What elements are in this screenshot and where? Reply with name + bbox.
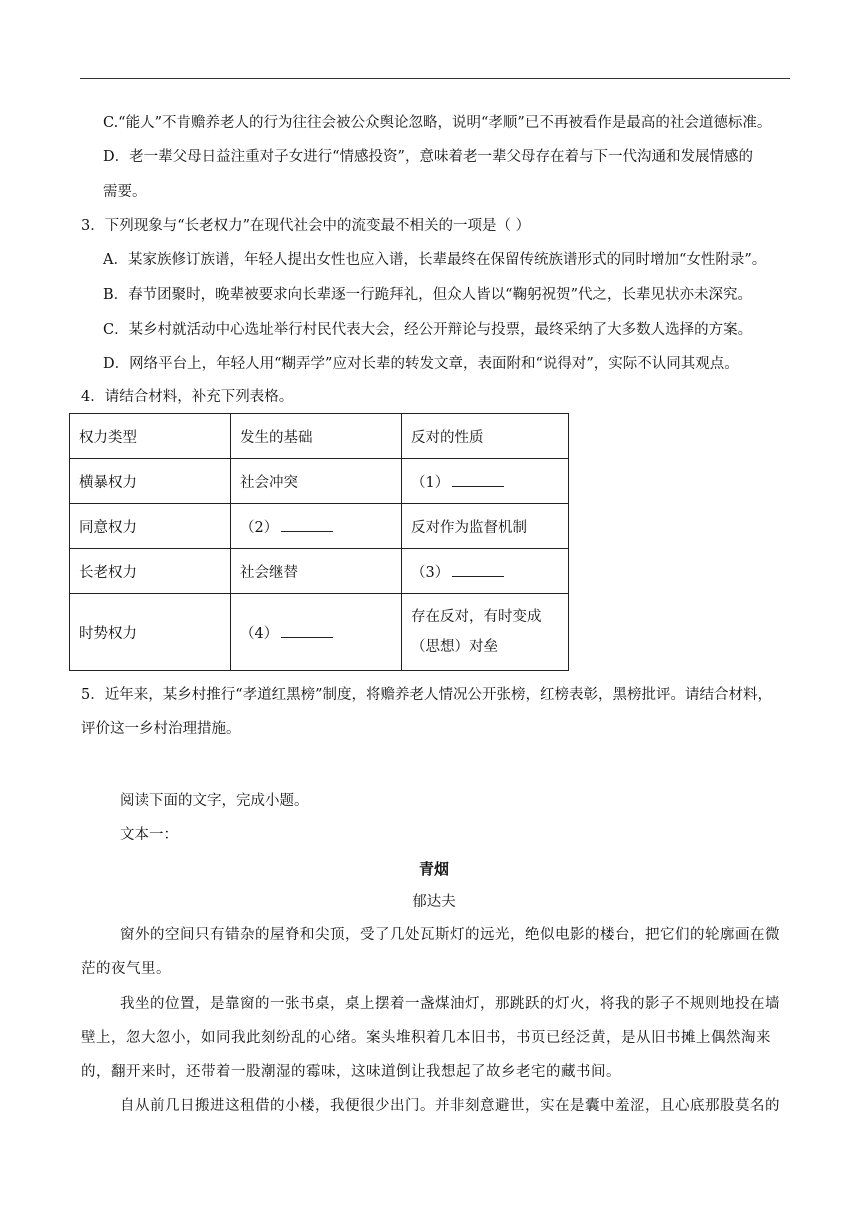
option-d-text-line2: 需要。	[103, 184, 147, 200]
fill-in-blank-line	[452, 564, 504, 577]
text-label: 文本一：	[120, 827, 178, 843]
table-cell: 社会冲突	[231, 459, 402, 504]
question-4-stem: 4．请结合材料，补充下列表格。	[81, 389, 294, 405]
cell-text-line: 存在反对，有时变成	[411, 609, 542, 625]
fill-in-blank-line	[452, 474, 504, 487]
table-row	[70, 594, 569, 671]
question-3-option-b: B．春节团聚时，晚辈被要求向长辈逐一行跪拜礼，但众人皆以“鞠躬祝贺”代之，长辈见状亦未深究。	[103, 287, 752, 303]
question-3-option-a: A．某家族修订族谱，年轻人提出女性也应入谱，长辈最终在保留传统族谱形式的同时增加“女性附录”。	[103, 252, 767, 268]
fill-in-blank-line	[281, 519, 333, 532]
header-rule	[80, 78, 790, 79]
table-header-cell: 发生的基础	[231, 414, 402, 459]
table-cell: 横暴权力	[70, 459, 231, 504]
reading-instruction: 阅读下面的文字，完成小题。	[120, 793, 309, 809]
table-header-cell: 反对的性质	[402, 414, 569, 459]
option-c-text: C.“能人”不肯赡养老人的行为往往会被公众舆论忽略，说明“孝顺”已不再被看作是最高的社会道德标准。	[103, 115, 772, 131]
table-cell: 时势权力	[70, 594, 231, 671]
option-d-text-line1: D．老一辈父母日益注重对子女进行“情感投资”，意味着老一辈父母存在着与下一代沟通和发展情感的	[103, 149, 753, 165]
passage-paragraph-2-line1: 我坐的位置，是靠窗的一张书桌，桌上摆着一盏煤油灯，那跳跃的灯火，将我的影子不规则地投在墙	[120, 996, 780, 1012]
table-header-cell: 权力类型	[70, 414, 231, 459]
table-row	[70, 504, 569, 549]
table-cell: 同意权力	[70, 504, 231, 549]
question-3-option-c: C．某乡村就活动中心选址举行村民代表大会，经公开辩论与投票，最终采纳了大多数人选择的方案。	[103, 322, 753, 338]
fill-in-blank-line	[281, 625, 333, 638]
question-5-line1: 5．近年来，某乡村推行“孝道红黑榜”制度，将赡养老人情况公开张榜，红榜表彰，黑榜批评。请结合材料，	[81, 687, 773, 703]
table-cell: 社会继替	[231, 549, 402, 594]
passage-author: 郁达夫	[412, 894, 456, 910]
table-cell-blank[interactable]	[231, 504, 402, 549]
passage-title: 青烟	[418, 860, 449, 878]
table-cell-blank[interactable]	[231, 594, 402, 671]
table-row	[70, 459, 569, 504]
cell-text-line: （思想）对垒	[411, 639, 498, 655]
table-cell: 反对作为监督机制	[402, 504, 569, 549]
question-5-line2: 评价这一乡村治理措施。	[81, 721, 241, 737]
passage-paragraph-1-line1: 窗外的空间只有错杂的屋脊和尖顶，受了几处瓦斯灯的远光，绝似电影的楼台，把它们的轮廓画在微	[120, 927, 780, 943]
passage-paragraph-2-line2: 壁上，忽大忽小，如同我此刻纷乱的心绪。案头堆积着几本旧书，书页已经泛黄，是从旧书摊上偶然淘来	[81, 1030, 771, 1046]
table-cell-blank[interactable]	[402, 459, 569, 504]
blank-label: （4）	[240, 625, 279, 642]
passage-paragraph-2-line3: 的，翻开来时，还带着一股潮湿的霉味，这味道倒让我想起了故乡老宅的藏书间。	[81, 1064, 621, 1080]
table-cell-blank[interactable]	[402, 549, 569, 594]
table-cell: 长老权力	[70, 549, 231, 594]
table-row	[70, 549, 569, 594]
blank-label: （2）	[240, 519, 279, 536]
blank-label: （1）	[411, 474, 450, 491]
question-3-option-d: D．网络平台上，年轻人用“糊弄学”应对长辈的转发文章，表面附和“说得对”，实际不认同其观点。	[103, 356, 739, 372]
power-types-table	[69, 413, 569, 671]
blank-label: （3）	[411, 564, 450, 581]
table-header-row	[70, 414, 569, 459]
passage-paragraph-1-line2: 茫的夜气里。	[81, 961, 171, 977]
table-cell	[402, 594, 569, 671]
passage-paragraph-3-line1: 自从前几日搬进这租借的小楼，我便很少出门。并非刻意避世，实在是囊中羞涩，且心底那股莫名的	[120, 1098, 780, 1114]
question-3-stem: 3．下列现象与“长老权力”在现代社会中的流变最不相关的一项是（ ）	[81, 218, 531, 234]
